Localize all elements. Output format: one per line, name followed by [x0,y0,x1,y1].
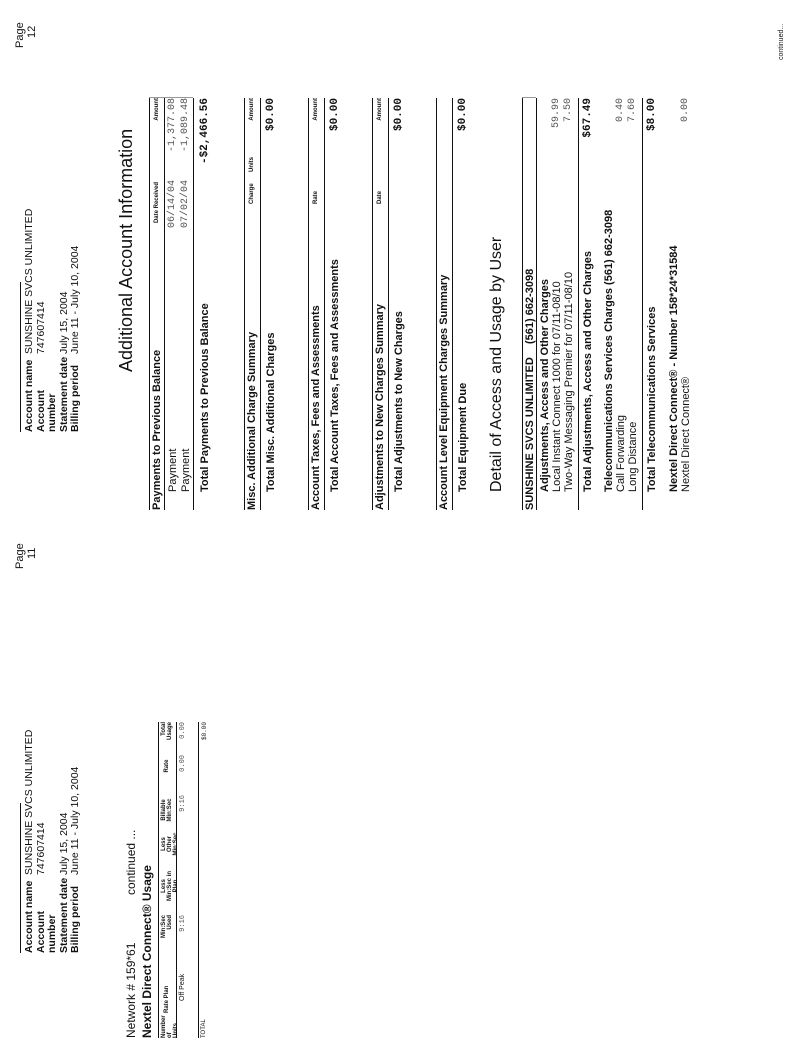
statement-page-12 [0,1,809,522]
misc-total-value: $0.00 [265,98,277,132]
payment-row-1-amount: -1,377.08 [167,98,178,153]
account-name: SUNSHINE SVCS UNLIMITED [23,729,35,875]
taxes-rate-header: Rate [313,190,319,204]
detail-title: Detail of Access and Usage by User [488,236,505,492]
account-header [20,209,82,432]
total-value: $0.00 [201,722,208,741]
taxes-total-label: Total Account Taxes, Fees and Assessments [329,259,341,492]
equipment-total-label: Total Equipment Due [457,382,469,492]
misc-header-rule [260,98,261,510]
col-rate: Rate [164,759,170,773]
equipment-total-value: $0.00 [457,98,469,132]
payments-amount-header: Amount [154,98,160,121]
taxes-amount-header: Amount [313,98,319,121]
continued-footer: continued... [778,23,785,60]
equipment-top-rule [436,98,437,510]
billing-period-label: Billing period [69,885,81,953]
user-name: SUNSHINE SVCS UNLIMITED [524,357,536,510]
payments-total-label: Total Payments to Previous Balance [199,303,211,492]
statement-date: July 15, 2004 [57,291,70,354]
misc-total-label: Total Misc. Additional Charges [265,332,277,492]
total-label: TOTAL [201,1019,207,1038]
misc-heading: Misc. Additional Charge Summary [246,331,258,510]
telecom-row-1-amount: 0.40 [615,98,626,123]
page-number-value: 11 [26,547,38,559]
adjustments-amount-header: Amount [377,98,383,121]
billing-period: June 11 - July 10, 2004 [69,766,81,875]
user-phone: (561) 662-3098 [524,268,536,344]
col-rate-plan: Rate Plan [164,985,170,1013]
payments-header-rule [164,98,165,510]
direct-connect-amount: 0.00 [680,98,691,123]
row-rate-plan: Off Peak [179,973,186,1001]
row-used: 9:16 [179,915,187,932]
direct-connect-label: Nextel Direct Connect® [680,376,692,492]
adjustments-total-value: $0.00 [393,98,405,132]
account-header [20,730,82,953]
misc-top-rule [244,98,245,510]
page-number [14,1,38,48]
account-number-label: Account number [34,390,58,432]
statement-date-label: Statement date [57,356,70,432]
header-rule [20,803,21,953]
account-number: 747607414 [34,301,47,354]
account-number-label: Account number [34,911,58,953]
telecom-heading: Telecommunications Services Charges (561) 662-3098 [603,209,615,492]
misc-amount-header: Amount [249,98,255,121]
network-number: Network # 159*61 [124,942,138,1038]
adj-heading: Adjustments, Access and Other Charges [539,279,551,492]
misc-charge-header: Charge [249,183,255,204]
page-number [14,522,38,569]
payment-row-2-amount: -1,089.48 [180,98,191,153]
adj-total-label: Total Adjustments, Access and Other Charges [582,250,594,492]
payment-row-2-label: Payment [180,448,192,492]
direct-connect-heading: Nextel Direct Connect® - Number 158*24*31584 [668,245,680,492]
row-rate: 0.00 [179,755,187,772]
billing-period-label: Billing period [69,364,81,432]
payments-top-rule [149,98,150,510]
col-units: Number of Units [161,1015,179,1038]
page-title: Additional Account Information [116,128,136,372]
account-number: 747607414 [34,822,47,875]
taxes-heading: Account Taxes, Fees and Assessments [310,305,322,510]
telecom-row-1-label: Call Forwarding [615,414,627,492]
payment-row-1-label: Payment [167,448,179,492]
payment-row-2-date: 07/02/04 [180,180,191,229]
taxes-header-rule [324,98,325,510]
user-header-rule [536,98,537,510]
telecom-total-label: Total Telecommunications Services [646,306,658,492]
taxes-top-rule [308,98,309,510]
billing-period: June 11 - July 10, 2004 [69,245,81,354]
adj-total-value: $67.49 [582,98,594,138]
adjustments-date-header: Date [377,190,383,204]
adjustments-top-rule [372,98,373,510]
statement-date: July 15, 2004 [57,812,70,875]
page-label: Page [14,543,26,569]
row-total: 0.00 [179,722,187,739]
page-number-value: 12 [26,25,38,38]
page-label: Page [14,22,26,48]
col-less-other: Less Other Min:Sec [161,832,179,856]
section-title: Nextel Direct Connect® Usage [140,865,154,1038]
payments-heading: Payments to Previous Balance [151,349,163,510]
col-used: Min:Sec Used [161,915,173,939]
payments-total-rule [193,98,194,510]
telecom-row-2-amount: 7.60 [627,98,638,123]
user-top-rule [522,98,523,510]
col-less-in-plan: Less Min:Sec in Plan [161,871,179,902]
adj-row-1-amount: 59.99 [551,98,562,129]
adjustments-header-rule [388,98,389,510]
payment-row-1-date: 06/14/04 [167,180,178,229]
equipment-header-rule [452,98,453,510]
row-billable: 9:16 [179,795,187,812]
header-rule [20,282,21,432]
table-top-rule [158,722,159,1038]
account-name-label: Account name [23,880,35,953]
continued-label: continued ... [124,829,138,895]
telecom-total-value: $8.00 [646,98,658,132]
adj-row-2-amount: 7.50 [563,98,574,123]
user-right-rule [522,97,536,98]
equipment-heading: Account Level Equipment Charges Summary [438,274,450,510]
account-name: SUNSHINE SVCS UNLIMITED [23,208,35,354]
account-name-label: Account name [23,359,35,432]
table-total-rule [198,722,199,1038]
payments-date-header: Date Received [154,182,160,224]
statement-date-label: Statement date [57,877,70,953]
adjustments-heading: Adjustments to New Charges Summary [374,304,386,510]
col-total: Total Usage [161,722,173,741]
payments-total-value: -$2,466.56 [199,98,211,165]
taxes-total-value: $0.00 [329,98,341,132]
misc-units-header: Units [249,157,255,172]
col-billable: Billable Min:Sec [161,798,173,822]
adj-row-2-label: Two-Way Messaging Premier for 07/11-08/10 [563,271,575,492]
adj-row-1-label: Local Instant Connect 1000 for 07/11-08/10 [551,281,563,492]
telecom-row-2-label: Long Distance [627,421,639,492]
adj-total-rule [578,98,579,510]
telecom-total-rule [642,98,643,510]
adjustments-total-label: Total Adjustments to New Charges [393,311,405,492]
table-header-rule [176,722,177,1038]
statement-page-11 [0,522,809,1043]
